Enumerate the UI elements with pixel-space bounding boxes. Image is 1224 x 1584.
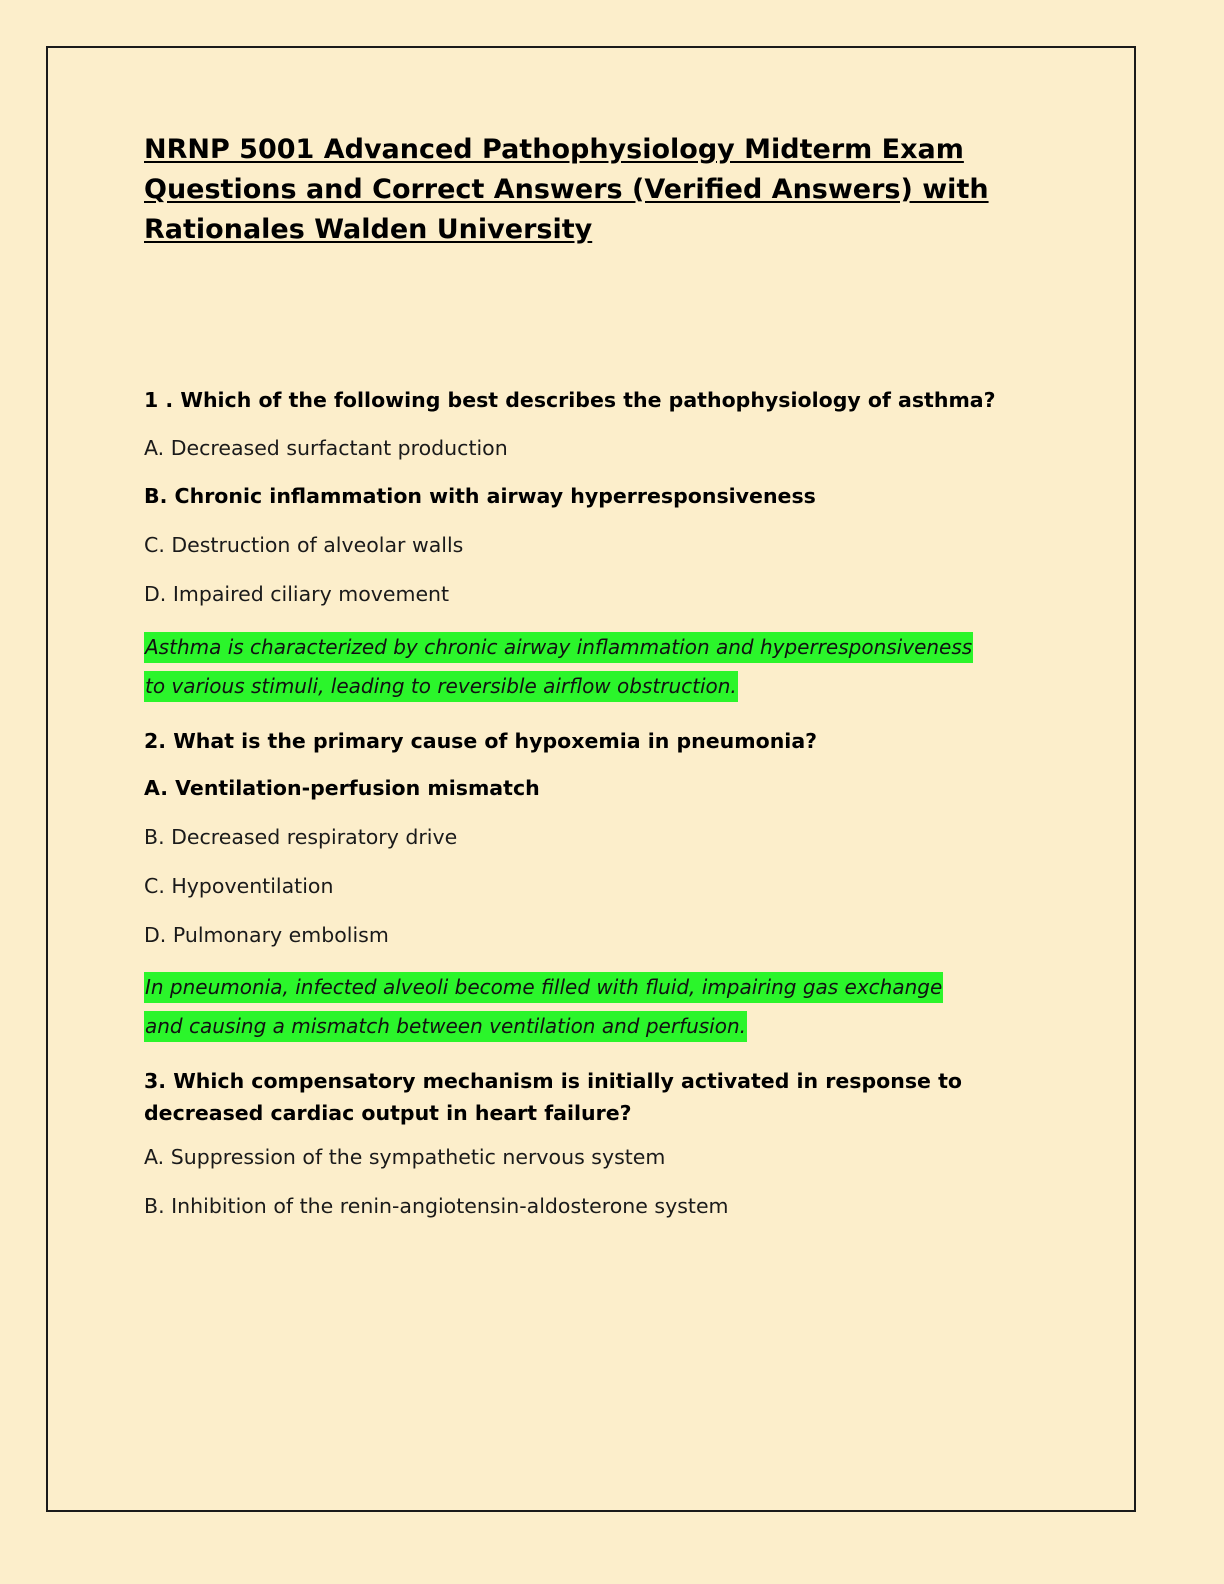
answer-choice-c: C. Destruction of alveolar walls	[144, 533, 464, 558]
question-block-3	[144, 1066, 1074, 1221]
answer-choice-b: B. Inhibition of the renin-angiotensin-aldosterone system	[144, 1193, 729, 1218]
rationale-line-2: to various stimuli, leading to reversible airflow obstruction.	[144, 671, 738, 702]
answer-choice-d: D. Impaired ciliary movement	[144, 581, 450, 606]
answer-choice-a: A. Decreased surfactant production	[144, 435, 508, 460]
document-content	[144, 130, 1074, 1239]
page-title-line-1: NRNP 5001 Advanced Pathophysiology Midterm Exam	[144, 134, 964, 165]
question-prompt-line-1: 3. Which compensatory mechanism is initially activated in response to	[144, 1069, 962, 1094]
answer-choice-c: C. Hypoventilation	[144, 873, 334, 898]
rationale-line-2: and causing a mismatch between ventilation and perfusion.	[144, 1011, 747, 1042]
rationale-text	[144, 628, 1064, 706]
answer-choice-a: A. Ventilation-perfusion mismatch	[144, 776, 540, 801]
page-title	[144, 130, 1074, 250]
question-prompt-line-2: decreased cardiac output in heart failure?	[144, 1101, 632, 1126]
page-title-line-3: Rationales Walden University	[144, 213, 593, 245]
question-block-1	[144, 385, 1074, 706]
page-title-line-2: Questions and Correct Answers (Verified Answers) with	[144, 173, 989, 205]
rationale-text	[144, 968, 1064, 1046]
rationale-line-1: In pneumonia, infected alveoli become filled with fluid, impairing gas exchange	[144, 972, 943, 1003]
question-prompt: 1 . Which of the following best describes the pathophysiology of asthma?	[144, 387, 996, 412]
answer-choice-b: B. Decreased respiratory drive	[144, 825, 458, 850]
title-body-spacer	[144, 250, 1074, 385]
answer-choice-a: A. Suppression of the sympathetic nervous system	[144, 1144, 666, 1169]
question-block-2	[144, 726, 1074, 1047]
question-prompt	[144, 1066, 1074, 1130]
rationale-line-1: Asthma is characterized by chronic airway inflammation and hyperresponsiveness	[144, 632, 973, 663]
answer-choice-d: D. Pulmonary embolism	[144, 922, 389, 947]
question-prompt: 2. What is the primary cause of hypoxemia in pneumonia?	[144, 728, 818, 753]
document-page	[46, 46, 1136, 1512]
answer-choice-b: B. Chronic inflammation with airway hyperresponsiveness	[144, 484, 816, 509]
